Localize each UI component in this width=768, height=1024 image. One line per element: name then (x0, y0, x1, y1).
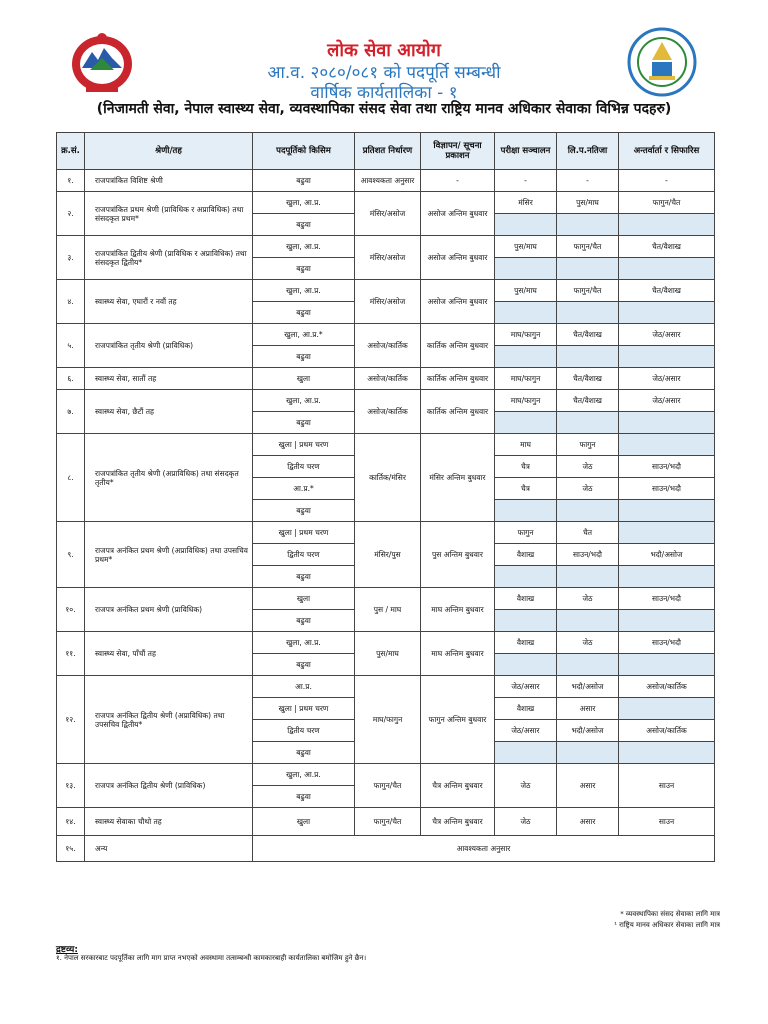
cell-sn: १५. (57, 836, 85, 862)
cell-empty (557, 412, 619, 434)
cell-advert: असोज अन्तिम बुधवार (421, 192, 495, 236)
cell-type: बढुवा (253, 742, 355, 764)
cell-level: राजपत्र अनंकित प्रथम श्रेणी (अप्राविधिक) तथा उपसचिव प्रथम* (85, 522, 253, 588)
cell-empty (495, 566, 557, 588)
cell-empty (557, 214, 619, 236)
services-subtitle: (निजामती सेवा, नेपाल स्वास्थ्य सेवा, व्यवस्थापिका संसद सेवा तथा राष्ट्रिय मानव अधिकार सेवाका विभिन्न पदहरु) (96, 101, 672, 117)
cell-interview: जेठ/असार (619, 324, 715, 346)
cell-exam: वैशाख (495, 544, 557, 566)
cell-result: चैत/वैशाख (557, 390, 619, 412)
cell-level: राजपत्र अनंकित द्वितीय श्रेणी (प्राविधिक) (85, 764, 253, 808)
cell-percent: असोज/कार्तिक (355, 390, 421, 434)
table-header-row (57, 133, 715, 170)
cell-exam: फागुन (495, 522, 557, 544)
cell-advert: माघ अन्तिम बुधवार (421, 632, 495, 676)
cell-advert: असोज अन्तिम बुधवार (421, 236, 495, 280)
type-stage: प्रथम चरण (299, 528, 329, 537)
cell-level: राजपत्रांकित तृतीय श्रेणी (अप्राविधिक) तथा संसदकृत तृतीय* (85, 434, 253, 522)
cell-sn: ३. (57, 236, 85, 280)
table-row (57, 192, 715, 214)
header-advert: विज्ञापन/ सूचना प्रकाशन (421, 133, 495, 170)
table-row (57, 368, 715, 390)
cell-level: अन्य (85, 836, 253, 862)
cell-sn: ११. (57, 632, 85, 676)
table-row (57, 808, 715, 836)
cell-percent: फागुन/चैत (355, 764, 421, 808)
cell-type: खुला | प्रथम चरण (253, 434, 355, 456)
table-row (57, 632, 715, 654)
cell-empty (557, 302, 619, 324)
schedule-number: वार्षिक कार्यतालिका - १ (310, 83, 458, 103)
cell-type: खुला, आ.प्र.* (253, 324, 355, 346)
cell-interview: चैत/वैशाख (619, 236, 715, 258)
cell-result: असार (557, 698, 619, 720)
cell-interview: भदौ/असोज (619, 544, 715, 566)
cell-advert: माघ अन्तिम बुधवार (421, 588, 495, 632)
cell-sn: ६. (57, 368, 85, 390)
schedule-table (56, 132, 715, 862)
type-stage: प्रथम चरण (299, 440, 329, 449)
cell-empty (495, 302, 557, 324)
cell-type: आ.प्र.* (253, 478, 355, 500)
header-exam: परीक्षा सञ्चालन (495, 133, 557, 170)
cell-exam: माघ (495, 434, 557, 456)
cell-result: जेठ (557, 456, 619, 478)
cell-level: राजपत्रांकित तृतीय श्रेणी (प्राविधिक) (85, 324, 253, 368)
cell-type: बढुवा (253, 214, 355, 236)
cell-sn: २. (57, 192, 85, 236)
cell-interview: असोज/कार्तिक (619, 720, 715, 742)
cell-type: बढुवा (253, 170, 355, 192)
cell-result: फागुन/चैत (557, 280, 619, 302)
cell-empty (495, 654, 557, 676)
cell-empty (495, 346, 557, 368)
cell-interview: साउन (619, 808, 715, 836)
cell-advert: मंसिर अन्तिम बुधवार (421, 434, 495, 522)
cell-type: खुला (253, 588, 355, 610)
cell-advert: कार्तिक अन्तिम बुधवार (421, 390, 495, 434)
cell-type: खुला, आ.प्र. (253, 390, 355, 412)
cell-result: पुस/माघ (557, 192, 619, 214)
cell-exam: मंसिर (495, 192, 557, 214)
cell-exam: वैशाख (495, 632, 557, 654)
cell-type: बढुवा (253, 346, 355, 368)
cell-level: स्वास्थ्य सेवा, एघारौं र नवौं तह (85, 280, 253, 324)
cell-type: खुला, आ.प्र. (253, 192, 355, 214)
cell-type: बढुवा (253, 302, 355, 324)
cell-exam: जेठ/असार (495, 676, 557, 698)
table-row (57, 236, 715, 258)
cell-result: जेठ (557, 588, 619, 610)
header-percent: प्रतिशत निर्धारण (355, 133, 421, 170)
cell-advert: कार्तिक अन्तिम बुधवार (421, 368, 495, 390)
table-row (57, 588, 715, 610)
cell-result: भदौ/असोज (557, 720, 619, 742)
cell-level: राजपत्र अनंकित द्वितीय श्रेणी (अप्राविधिक) तथा उपसचिव द्वितीय* (85, 676, 253, 764)
cell-result: असार (557, 764, 619, 808)
header-type: पदपूर्तिको किसिम (253, 133, 355, 170)
cell-sn: १४. (57, 808, 85, 836)
cell-empty (619, 214, 715, 236)
cell-advert: चैत्र अन्तिम बुधवार (421, 808, 495, 836)
cell-advert: - (421, 170, 495, 192)
cell-empty (495, 214, 557, 236)
cell-empty (619, 346, 715, 368)
cell-level: स्वास्थ्य सेवाका चौथो तह (85, 808, 253, 836)
cell-level: राजपत्र अनंकित प्रथम श्रेणी (प्राविधिक) (85, 588, 253, 632)
cell-empty (495, 258, 557, 280)
cell-empty (557, 610, 619, 632)
cell-sn: ७. (57, 390, 85, 434)
table-row (57, 764, 715, 786)
cell-level: स्वास्थ्य सेवा, पाँचौं तह (85, 632, 253, 676)
cell-exam: - (495, 170, 557, 192)
cell-type: खुला | प्रथम चरण (253, 522, 355, 544)
cell-type: खुला, आ.प्र. (253, 280, 355, 302)
cell-result: भदौ/असोज (557, 676, 619, 698)
table-row (57, 324, 715, 346)
cell-type: द्वितीय चरण (253, 456, 355, 478)
cell-advert: फागुन अन्तिम बुधवार (421, 676, 495, 764)
cell-type: खुला, आ.प्र. (253, 632, 355, 654)
cell-exam: चैत्र (495, 478, 557, 500)
cell-advert: चैत्र अन्तिम बुधवार (421, 764, 495, 808)
cell-sn: ४. (57, 280, 85, 324)
cell-type: खुला (253, 808, 355, 836)
cell-percent: आवश्यकता अनुसार (355, 170, 421, 192)
cell-interview: - (619, 170, 715, 192)
cell-result: असार (557, 808, 619, 836)
cell-sn: १०. (57, 588, 85, 632)
cell-empty (619, 698, 715, 720)
type-open: खुला (278, 440, 292, 449)
table-row (57, 836, 715, 862)
cell-empty (495, 742, 557, 764)
cell-result: चैत/वैशाख (557, 368, 619, 390)
cell-sn: ८. (57, 434, 85, 522)
cell-empty (495, 610, 557, 632)
cell-empty (619, 412, 715, 434)
cell-empty (557, 742, 619, 764)
cell-type: द्वितीय चरण (253, 720, 355, 742)
cell-result: चैत (557, 522, 619, 544)
cell-empty (619, 302, 715, 324)
cell-sn: १२. (57, 676, 85, 764)
cell-type: बढुवा (253, 654, 355, 676)
cell-type: द्वितीय चरण (253, 544, 355, 566)
cell-type: खुला, आ.प्र. (253, 764, 355, 786)
table-row (57, 390, 715, 412)
schedule-subtitle: आ.व. २०८०/०८१ को पदपूर्ति सम्बन्धी (267, 63, 501, 83)
cell-level: स्वास्थ्य सेवा, छैटौं तह (85, 390, 253, 434)
cell-type: आ.प्र. (253, 676, 355, 698)
cell-advert: पुस अन्तिम बुधवार (421, 522, 495, 588)
cell-exam: वैशाख (495, 588, 557, 610)
cell-empty (619, 566, 715, 588)
cell-interview: जेठ/असार (619, 390, 715, 412)
cell-note: आवश्यकता अनुसार (253, 836, 715, 862)
cell-interview: फागुन/चैत (619, 192, 715, 214)
cell-empty (619, 258, 715, 280)
cell-empty (557, 566, 619, 588)
cell-percent: असोज/कार्तिक (355, 324, 421, 368)
cell-empty (557, 258, 619, 280)
cell-empty (619, 610, 715, 632)
cell-interview: साउन (619, 764, 715, 808)
cell-type: बढुवा (253, 786, 355, 808)
cell-exam: माघ/फागुन (495, 324, 557, 346)
cell-interview: असोज/कार्तिक (619, 676, 715, 698)
cell-interview: जेठ/असार (619, 368, 715, 390)
cell-interview: साउन/भदौ (619, 632, 715, 654)
cell-percent: मंसिर/पुस (355, 522, 421, 588)
cell-sn: १. (57, 170, 85, 192)
cell-result: जेठ (557, 632, 619, 654)
cell-exam: पुस/माघ (495, 280, 557, 302)
cell-sn: ५. (57, 324, 85, 368)
cell-result: साउन/भदौ (557, 544, 619, 566)
cell-result: फागुन (557, 434, 619, 456)
table-row (57, 280, 715, 302)
cell-sn: ९. (57, 522, 85, 588)
cell-percent: मंसिर/असोज (355, 236, 421, 280)
cell-interview: चैत/वैशाख (619, 280, 715, 302)
cell-exam: चैत्र (495, 456, 557, 478)
cell-type: बढुवा (253, 610, 355, 632)
type-open: खुला (278, 704, 292, 713)
cell-percent: पुस / माघ (355, 588, 421, 632)
cell-level: राजपत्रांकित द्वितीय श्रेणी (प्राविधिक र अप्राविधिक) तथा संसदकृत द्वितीय* (85, 236, 253, 280)
org-title: लोक सेवा आयोग (327, 40, 441, 61)
cell-empty (619, 522, 715, 544)
cell-advert: असोज अन्तिम बुधवार (421, 280, 495, 324)
cell-exam: वैशाख (495, 698, 557, 720)
cell-percent: पुस/माघ (355, 632, 421, 676)
header-result: लि.प.नतिजा (557, 133, 619, 170)
footnote-one: ¹ राष्ट्रिय मानव अधिकार सेवाका लागि मात्र (614, 921, 720, 930)
cell-empty (557, 654, 619, 676)
cell-type: खुला, आ.प्र. (253, 236, 355, 258)
cell-type: बढुवा (253, 258, 355, 280)
table-row (57, 170, 715, 192)
cell-empty (619, 434, 715, 456)
cell-type: खुला (253, 368, 355, 390)
cell-empty (619, 742, 715, 764)
cell-result: - (557, 170, 619, 192)
cell-interview: साउन/भदौ (619, 478, 715, 500)
cell-percent: माघ/फागुन (355, 676, 421, 764)
cell-interview: साउन/भदौ (619, 588, 715, 610)
cell-type: बढुवा (253, 500, 355, 522)
cell-result: चैत/वैशाख (557, 324, 619, 346)
header-interview: अन्तर्वार्ता र सिफारिस (619, 133, 715, 170)
cell-advert: कार्तिक अन्तिम बुधवार (421, 324, 495, 368)
footnote-star: * व्यवस्थापिका संसद सेवाका लागि मात्र (620, 910, 720, 918)
cell-empty (619, 500, 715, 522)
cell-result: जेठ (557, 478, 619, 500)
cell-empty (557, 500, 619, 522)
cell-percent: फागुन/चैत (355, 808, 421, 836)
cell-percent: कार्तिक/मंसिर (355, 434, 421, 522)
type-stage: प्रथम चरण (299, 704, 329, 713)
notes-line: १. नेपाल सरकारबाट पदपूर्तिका लागि माग प्राप्त नभएको अवस्थामा तत्सम्बन्धी कामकारबाही कार्यतालिका बमोजिम हुने छैन। (56, 954, 367, 962)
cell-exam: पुस/माघ (495, 236, 557, 258)
cell-level: राजपत्रांकित प्रथम श्रेणी (प्राविधिक र अप्राविधिक) तथा संसदकृत प्रथम* (85, 192, 253, 236)
header-sn: क्र.सं. (57, 133, 85, 170)
cell-empty (495, 412, 557, 434)
cell-empty (557, 346, 619, 368)
cell-exam: जेठ/असार (495, 720, 557, 742)
cell-type: बढुवा (253, 566, 355, 588)
cell-percent: मंसिर/असोज (355, 192, 421, 236)
cell-empty (495, 500, 557, 522)
cell-type: खुला | प्रथम चरण (253, 698, 355, 720)
cell-level: राजपत्रांकित विशिष्ट श्रेणी (85, 170, 253, 192)
cell-empty (619, 654, 715, 676)
header-level: श्रेणी/तह (85, 133, 253, 170)
cell-sn: १३. (57, 764, 85, 808)
footnotes (520, 909, 720, 931)
cell-exam: जेठ (495, 764, 557, 808)
cell-percent: असोज/कार्तिक (355, 368, 421, 390)
table-row (57, 676, 715, 698)
cell-interview: साउन/भदौ (619, 456, 715, 478)
cell-exam: माघ/फागुन (495, 390, 557, 412)
cell-exam: माघ/फागुन (495, 368, 557, 390)
cell-result: फागुन/चैत (557, 236, 619, 258)
cell-percent: मंसिर/असोज (355, 280, 421, 324)
table-row (57, 434, 715, 456)
cell-level: स्वास्थ्य सेवा, सातौं तह (85, 368, 253, 390)
table-row (57, 522, 715, 544)
notes-title: द्रष्टव्य: (56, 945, 78, 955)
cell-exam: जेठ (495, 808, 557, 836)
cell-type: बढुवा (253, 412, 355, 434)
type-open: खुला (278, 528, 292, 537)
